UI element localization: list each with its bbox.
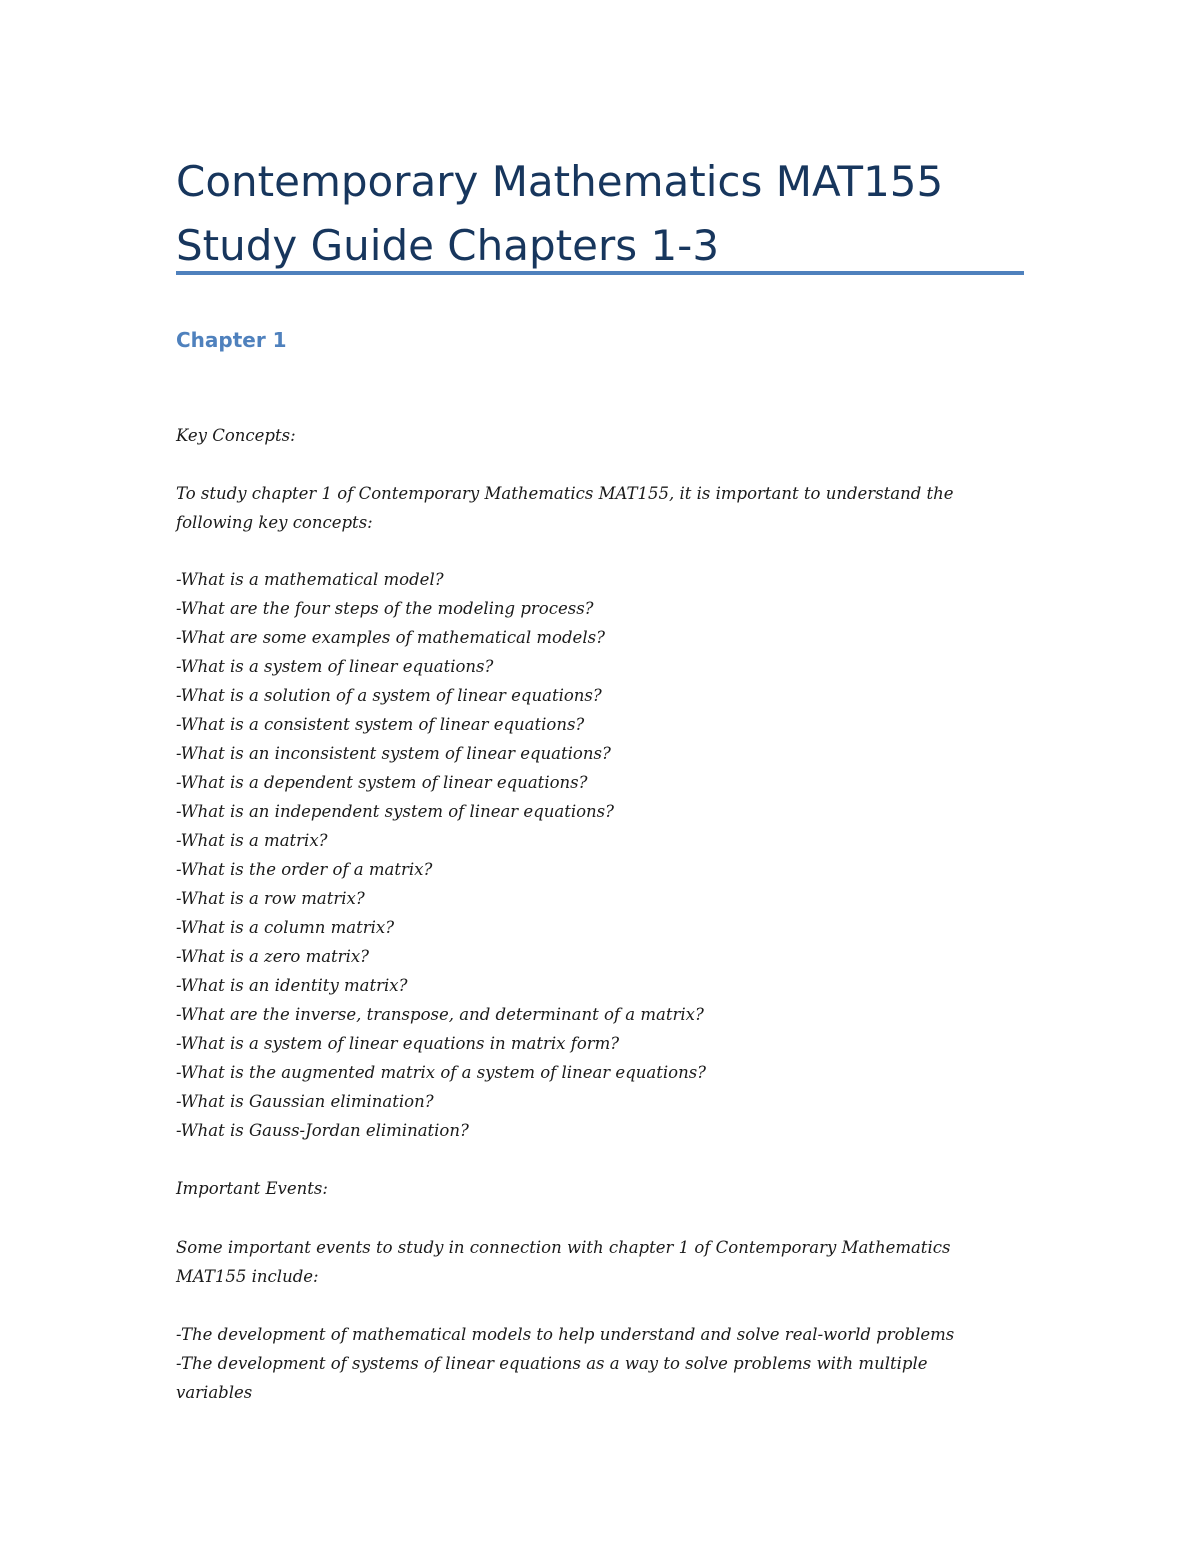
list-item: -What is an inconsistent system of linear equations?: [176, 744, 611, 763]
important-events-list: [176, 1320, 1016, 1407]
list-item: -What is Gaussian elimination?: [176, 1092, 434, 1111]
list-item: -What is a consistent system of linear equations?: [176, 715, 585, 734]
document-title: [176, 150, 1036, 278]
list-item-continuation: variables: [176, 1383, 253, 1402]
list-item: -What is the augmented matrix of a system of linear equations?: [176, 1063, 707, 1082]
list-item: -What is a mathematical model?: [176, 570, 444, 589]
key-concepts-list: [176, 565, 1016, 1145]
list-item: -What is a dependent system of linear equations?: [176, 773, 588, 792]
important-events-intro-line: Some important events to study in connection with chapter 1 of Contemporary Mathematics: [176, 1238, 951, 1257]
important-events-intro: [176, 1233, 1016, 1291]
list-item: -What is an identity matrix?: [176, 976, 408, 995]
title-underline-rule: [176, 271, 1024, 275]
list-item: -What is a solution of a system of linear equations?: [176, 686, 602, 705]
important-events-label: Important Events:: [176, 1179, 328, 1198]
list-item: -What is a zero matrix?: [176, 947, 369, 966]
list-item: -What is Gauss-Jordan elimination?: [176, 1121, 469, 1140]
title-line-1: Contemporary Mathematics MAT155: [176, 157, 944, 206]
key-concepts-label: Key Concepts:: [176, 426, 296, 445]
key-concepts-intro-line: following key concepts:: [176, 513, 373, 532]
list-item: -What is a column matrix?: [176, 918, 395, 937]
list-item: -What are some examples of mathematical models?: [176, 628, 605, 647]
list-item: -What is a row matrix?: [176, 889, 365, 908]
list-item: -The development of systems of linear equations as a way to solve problems with multiple: [176, 1354, 928, 1373]
list-item: -What is a system of linear equations?: [176, 657, 494, 676]
list-item: -What is a matrix?: [176, 831, 328, 850]
key-concepts-intro-line: To study chapter 1 of Contemporary Mathematics MAT155, it is important to understand the: [176, 484, 954, 503]
list-item: -The development of mathematical models to help understand and solve real-world problems: [176, 1325, 955, 1344]
list-item: -What are the inverse, transpose, and determinant of a matrix?: [176, 1005, 704, 1024]
list-item: -What is the order of a matrix?: [176, 860, 433, 879]
list-item: -What is a system of linear equations in matrix form?: [176, 1034, 620, 1053]
list-item: -What is an independent system of linear equations?: [176, 802, 614, 821]
key-concepts-intro: [176, 479, 1016, 537]
list-item: -What are the four steps of the modeling process?: [176, 599, 594, 618]
chapter-heading: Chapter 1: [176, 328, 287, 352]
title-line-2: Study Guide Chapters 1-3: [176, 221, 720, 270]
important-events-intro-line: MAT155 include:: [176, 1267, 319, 1286]
